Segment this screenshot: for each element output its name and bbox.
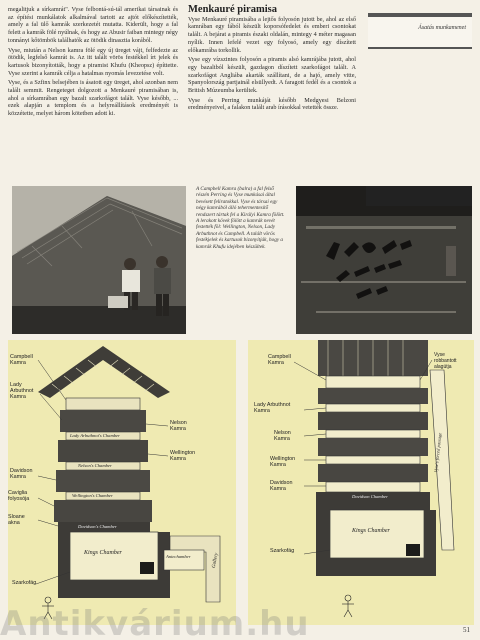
left-diagram-panel <box>8 340 236 625</box>
chamber-photo-illustration <box>12 186 186 334</box>
label-davidson-left: Davidson Kamra <box>10 468 33 480</box>
sidebar-box <box>368 13 472 49</box>
label-wellington-left: Wellington Kamra <box>170 450 196 462</box>
label-vyse-passage-right: Vyse's forced passage <box>433 432 443 473</box>
photo-caption: A Campbell Kamra (balra) a fal felső részén Perring és Vyse munkásai által bevésett feliratokkal. Vyse és társai egy négy kamrából álló tehermentesítő rendszert tártak fel a Királyi Kamra fölött. A lerakott kövek fölött a kamrák nevét festették föl: Wellington, Nelson, Lady Arbuthnot és Campbell. A talált vörös festékjelek és kartusok bizonyítják, hogy a kamrák Khufu idejében készültek. <box>196 186 285 250</box>
left-paragraph-2: Vyse, miután a Nelson kamra fölé egy új üreget vájt, felfedezte az ötödik, legfelső kamrát is. Az itt talált vörös festékkel írt jelek és kartusok bizonyították, hogy a piramist Khufu (Kheopsz) építtette. Vyse szerint a kamrák célja a hatalmas nyomás levezetése volt. <box>8 46 178 77</box>
section-heading: Menkauré piramisa <box>188 4 277 15</box>
label-lady-left: Lady Arbuthnot Kamra <box>10 382 34 400</box>
graffiti-photo-illustration <box>296 186 472 334</box>
label-kings-chamber-left: Kings Chamber <box>84 550 122 556</box>
label-antechamber-left: Antechamber <box>166 554 191 559</box>
left-text-column <box>8 6 178 118</box>
left-paragraph-3: Vyse, és a Szfinx belsejében is ásatott egy üreget, ahol azonban nem talált semmit. Rengeteget dolgozott a Menkauré piramisában is, ahol a sírkamrában egy bazalt szarkofágot talált. Vyse később, ... ezek alapján a templom és a helyreállítások eredményét is közzétette, melyet három kötetben adott ki. <box>8 79 178 118</box>
mid-paragraph-2: Vyse egy vízszintes folyosón a piramis alsó kamrájába jutott, ahol egy bazaltból készült, gazdagon díszített szarkofágot talált. A szarkofágot Angliába akarták szállítani, de a hajó, amely vitte, Spanyolország partjainál elsüllyedt. A faragott fedél és a csontok a British Múzeumba kerültek. <box>188 56 356 95</box>
label-campbell-right: Campbell Kamra <box>268 354 291 366</box>
chamber-photo-left <box>12 186 186 334</box>
label-lady-chamber-left: Lady Arbuthnot's Chamber <box>70 433 120 438</box>
label-campbell-left: Campbell Kamra <box>10 354 33 366</box>
watermark: Antikvárium.hu <box>0 604 310 640</box>
label-sloane-left: Sloane akna <box>8 514 25 526</box>
mid-text-column <box>188 6 356 112</box>
page-number: 51 <box>463 626 470 634</box>
label-caviglia-left: Caviglia folyosója <box>8 490 30 502</box>
sidebar-label: Ásatás munkamenet <box>418 25 466 31</box>
label-davidson-right: Davidson Kamra <box>270 480 293 492</box>
label-davidson-chamber-left: Davidson's Chamber <box>78 524 117 529</box>
left-paragraph-1: megalitjuk a sírkamrát". Vyse felbontá-sú-tál amerikai társainak és az építési munkálatok alkalmával tartott az ajtót előkészítették, amely a fal ülő kamrák szerkezetét mutatta. Kiderült, hogy a fal felett a kamrák fölé nyúlnak, és hogy az Abusir faiban mintegy négy tonnányi kőtömbök találhatók az ötödik dinasztia korából. <box>8 6 178 44</box>
mid-paragraph-3: Vyse és Perring munkáját később Medgyesi Belzoni eredményeivel, a falakon talált arab írásokkal vetették össze. <box>188 96 356 112</box>
label-lady-right: Lady Arbuthnot Kamra <box>254 402 291 414</box>
label-vyse-right: Vyse robbantott alagútja <box>434 352 457 370</box>
label-nelson-right: Nelson Kamra <box>274 430 291 442</box>
label-szarkofag-left: Szarkofág <box>12 580 37 586</box>
label-kings-chamber-right: Kings Chamber <box>352 528 390 534</box>
label-gallery-left: Gallery <box>211 552 220 569</box>
label-wellington-right: Wellington Kamra <box>270 456 296 468</box>
label-nelson-left: Nelson Kamra <box>170 420 187 432</box>
right-diagram-panel <box>248 340 474 625</box>
mid-paragraph-1: Vyse Menkauré piramisába a lejtős folyosón jutott be, ahol az első kamrában egy fából készült koporsófedelet és emberi csontokat talált. A bejárat a piramis északi oldalán, mintegy 4 méter magasan nyílik. Innen lefelé vezet egy folyosó, amely egy díszített előkamrába torkollik. <box>188 15 356 54</box>
graffiti-photo-right <box>296 186 472 334</box>
label-szarkofag-right: Szarkofág <box>270 548 295 554</box>
label-wellingtons-chamber-left: Wellington's Chamber <box>72 493 113 498</box>
pyramid-chamber-diagram-left <box>8 340 236 625</box>
label-nelsons-chamber-left: Nelson's Chamber <box>78 463 112 468</box>
label-davidson-chamber-right: Davidson Chamber <box>352 494 388 499</box>
